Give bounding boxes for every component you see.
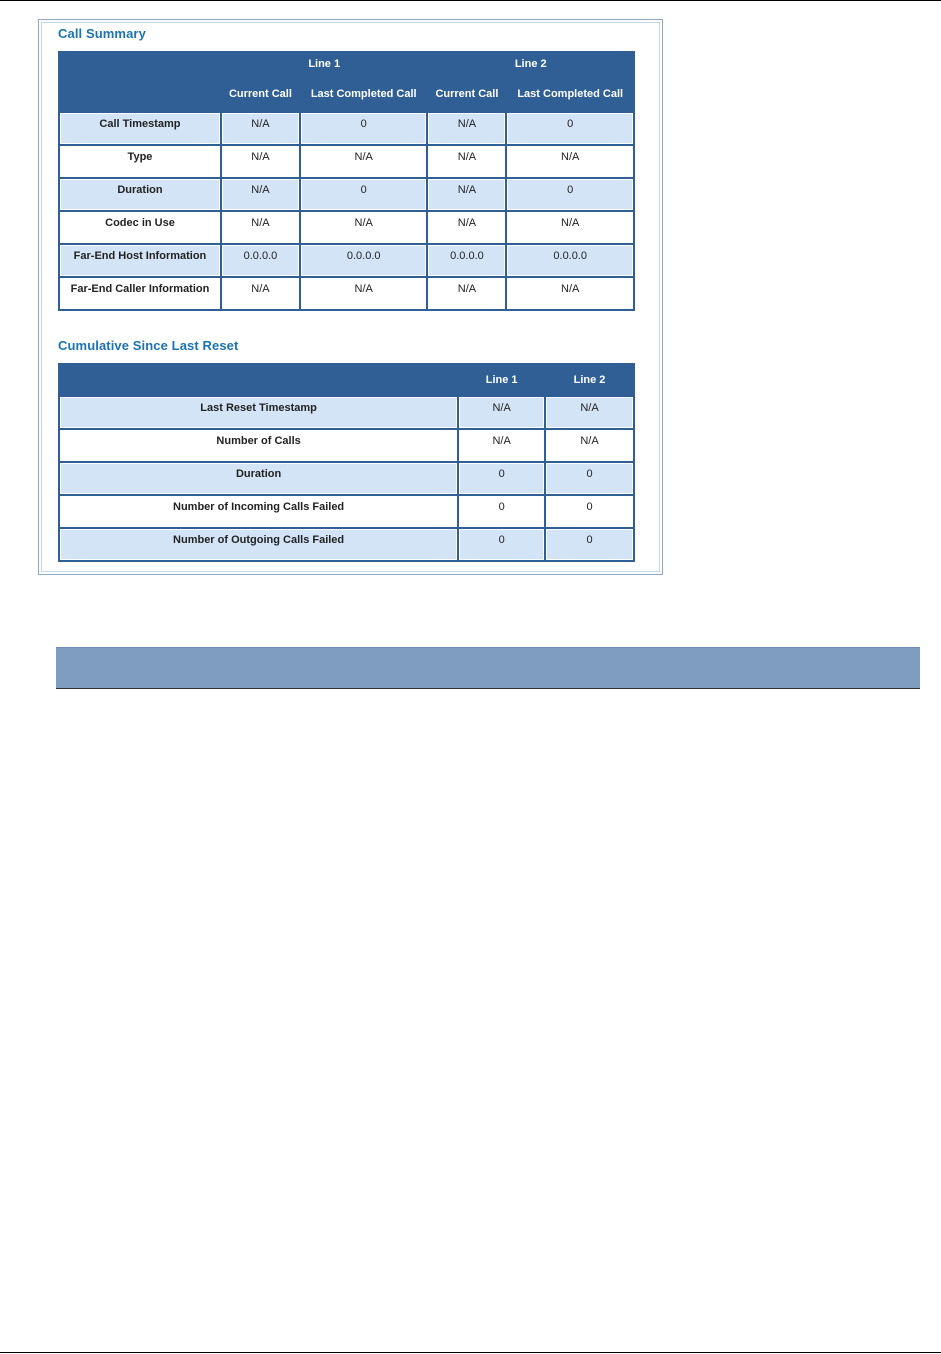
header-blank [60, 365, 457, 395]
cell-value: 0 [301, 179, 427, 210]
cumulative-table [58, 363, 635, 562]
cell-value: N/A [222, 146, 299, 177]
cell-value: N/A [546, 430, 633, 461]
cell-value: N/A [222, 278, 299, 309]
table-row [60, 397, 633, 428]
cell-value: 0 [459, 529, 544, 560]
header-line-2: Line 2 [428, 53, 633, 75]
row-label: Duration [60, 463, 457, 494]
row-label: Last Reset Timestamp [60, 397, 457, 428]
table-row [60, 113, 633, 144]
table-row [60, 179, 633, 210]
table-row [60, 146, 633, 177]
row-label: Number of Outgoing Calls Failed [60, 529, 457, 560]
cell-value: 0 [546, 463, 633, 494]
cell-value: N/A [428, 179, 505, 210]
page-bottom-rule [0, 1352, 941, 1353]
cell-value: N/A [222, 113, 299, 144]
cell-value: 0.0.0.0 [507, 245, 633, 276]
header-line-1: Line 1 [459, 365, 544, 395]
cell-value: N/A [301, 278, 427, 309]
header-last-completed-call: Last Completed Call [301, 77, 427, 111]
cell-value: N/A [507, 146, 633, 177]
header-line-1: Line 1 [222, 53, 427, 75]
cell-value: N/A [507, 212, 633, 243]
cell-value: N/A [507, 278, 633, 309]
table-row [60, 278, 633, 309]
cell-value: N/A [459, 397, 544, 428]
table-row [60, 463, 633, 494]
cell-value: 0 [507, 113, 633, 144]
cell-value: N/A [428, 278, 505, 309]
row-label: Number of Calls [60, 430, 457, 461]
table-row [60, 529, 633, 560]
cell-value: 0.0.0.0 [301, 245, 427, 276]
section-header-bar [56, 647, 920, 689]
cell-value: 0.0.0.0 [222, 245, 299, 276]
cell-value: N/A [428, 212, 505, 243]
cell-value: N/A [459, 430, 544, 461]
table-row [60, 245, 633, 276]
header-current-call: Current Call [428, 77, 505, 111]
cell-value: N/A [222, 212, 299, 243]
table-row [60, 212, 633, 243]
row-label: Codec in Use [60, 212, 220, 243]
cell-value: N/A [428, 113, 505, 144]
cell-value: N/A [301, 146, 427, 177]
cell-value: N/A [546, 397, 633, 428]
cell-value: 0 [459, 463, 544, 494]
cell-value: N/A [301, 212, 427, 243]
table-row [60, 496, 633, 527]
header-line-2: Line 2 [546, 365, 633, 395]
row-label: Far-End Caller Information [60, 278, 220, 309]
row-label: Call Timestamp [60, 113, 220, 144]
row-label: Far-End Host Information [60, 245, 220, 276]
call-summary-title: Call Summary [58, 26, 146, 41]
row-label: Number of Incoming Calls Failed [60, 496, 457, 527]
cell-value: 0 [546, 529, 633, 560]
cumulative-title: Cumulative Since Last Reset [58, 338, 239, 353]
cell-value: 0 [301, 113, 427, 144]
cell-value: 0 [507, 179, 633, 210]
cell-value: 0 [459, 496, 544, 527]
row-label: Type [60, 146, 220, 177]
header-blank [60, 77, 220, 111]
header-last-completed-call: Last Completed Call [507, 77, 633, 111]
table-row [60, 430, 633, 461]
call-summary-table [58, 51, 635, 311]
page-top-rule [0, 0, 941, 1]
row-label: Duration [60, 179, 220, 210]
cell-value: 0.0.0.0 [428, 245, 505, 276]
cell-value: N/A [222, 179, 299, 210]
header-blank [60, 53, 220, 75]
cell-value: 0 [546, 496, 633, 527]
header-current-call: Current Call [222, 77, 299, 111]
cell-value: N/A [428, 146, 505, 177]
